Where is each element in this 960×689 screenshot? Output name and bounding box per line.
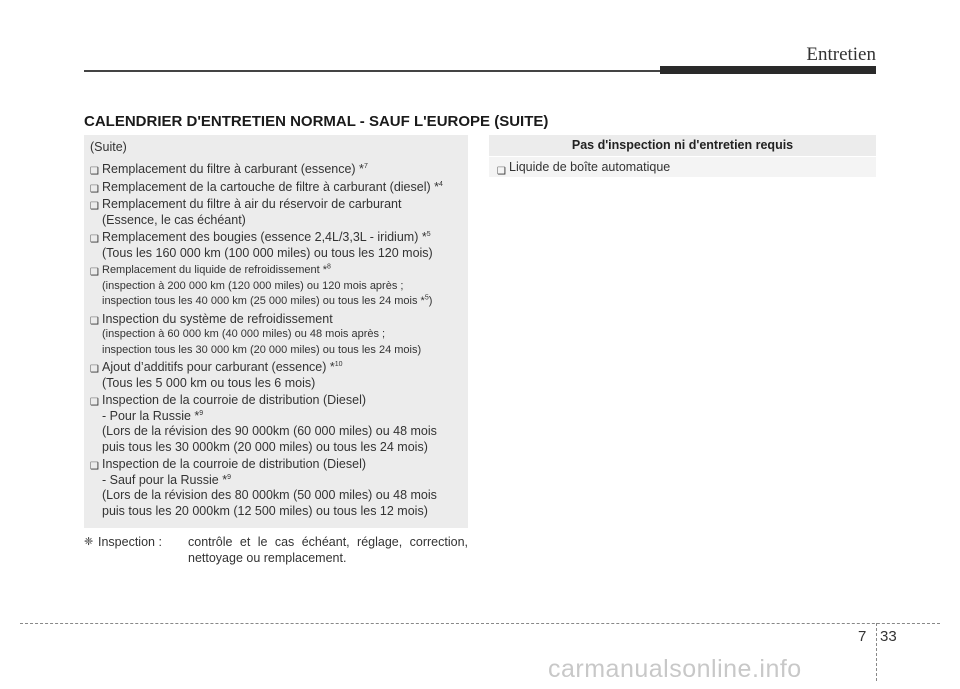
maintenance-items-panel: [84, 135, 468, 528]
footer-divider: [20, 623, 940, 624]
footnote-ref: 10: [334, 360, 343, 368]
checkbox-icon: ❑: [90, 267, 99, 278]
maintenance-item: [90, 312, 466, 359]
footnote-ref: 9: [199, 409, 204, 417]
footnote-ref: 4: [438, 180, 443, 188]
checkbox-icon: ❑: [90, 166, 99, 177]
maintenance-item: [90, 263, 466, 310]
maintenance-item: [90, 230, 466, 261]
suite-label: (Suite): [90, 140, 127, 154]
list-item: [489, 157, 876, 177]
item-detail: inspection tous les 30 000 km (20 000 miles) ou tous les 24 mois): [102, 343, 422, 356]
item-title: Inspection du système de refroidissement: [102, 311, 333, 326]
item-title: Inspection de la courroie de distribution (Diesel): [102, 457, 367, 471]
maintenance-item: [90, 393, 466, 455]
maintenance-item: [90, 180, 466, 196]
maintenance-item: [90, 197, 466, 228]
note-symbol-icon: ❈: [84, 536, 94, 548]
item-detail: - Pour la Russie *$^9$: [102, 408, 204, 423]
maintenance-item: [90, 457, 466, 519]
checkbox-icon: ❑: [90, 397, 99, 408]
maintenance-items-list: [90, 162, 466, 521]
item-detail: puis tous les 20 000km (12 500 miles) ou tous les 12 mois): [102, 503, 428, 518]
header-bar: [660, 66, 876, 74]
item-detail: (Tous les 5 000 km ou tous les 6 mois): [102, 375, 316, 390]
maintenance-item: [90, 162, 466, 178]
checkbox-icon: ❑: [90, 183, 99, 195]
item-title: Remplacement du filtre à air du réservoir de carburant: [102, 197, 402, 211]
item-detail: (Lors de la révision des 80 000km (50 000 miles) ou 48 mois: [102, 488, 437, 502]
item-detail: (Lors de la révision des 90 000km (60 000 miles) ou 48 mois: [102, 424, 437, 438]
item-title: Ajout d’additifs pour carburant (essence) *$^{10}$: [102, 360, 343, 374]
checkbox-icon: ❑: [90, 234, 99, 245]
footnote-ref: 9: [227, 473, 231, 481]
maintenance-item: [90, 360, 466, 391]
page-header-title: Entretien: [806, 44, 876, 65]
checkbox-icon: ❑: [90, 364, 99, 375]
header-rule: [84, 70, 660, 72]
footer-vertical-divider: [876, 623, 877, 681]
no-inspection-header: Pas d'inspection ni d'entretien requis: [489, 135, 876, 156]
footnote-ref: 8: [327, 263, 331, 271]
item-title: Remplacement du liquide de refroidissement *$^8$: [102, 263, 331, 276]
footnote-ref: 5: [424, 294, 429, 302]
checkbox-icon: ❑: [90, 461, 99, 472]
item-detail: (Tous les 160 000 km (100 000 miles) ou tous les 120 mois): [102, 245, 433, 260]
item-detail: inspection tous les 40 000 km (25 000 miles) ou tous les 24 mois *$^5$): [102, 294, 433, 307]
footnote-ref: 7: [363, 162, 368, 170]
item-title: Inspection de la courroie de distribution (Diesel): [102, 393, 367, 407]
item-detail: - Sauf pour la Russie *$^9$: [102, 472, 231, 487]
item-title: Remplacement de la cartouche de filtre à carburant (diesel) *$^4$: [102, 179, 443, 194]
checkbox-icon: ❑: [90, 201, 99, 212]
item-title: Remplacement du filtre à carburant (essence) *$^7$: [102, 162, 368, 176]
footnote-ref: 5: [426, 230, 431, 238]
item-detail: (inspection à 200 000 km (120 000 miles) ou 120 mois après ;: [102, 279, 404, 292]
item-detail: puis tous les 30 000km (20 000 miles) ou tous les 24 mois): [102, 439, 428, 454]
checkbox-icon: ❑: [497, 166, 506, 177]
item-detail: (inspection à 60 000 km (40 000 miles) ou 48 mois après ;: [102, 328, 386, 340]
watermark: carmanualsonline.info: [548, 655, 802, 683]
item-detail: (Essence, le cas échéant): [102, 212, 246, 227]
item-title: Remplacement des bougies (essence 2,4L/3,3L - iridium) *$^5$: [102, 230, 431, 244]
chapter-number: 7: [858, 628, 867, 645]
no-inspection-panel: [489, 135, 876, 177]
section-title: CALENDRIER D'ENTRETIEN NORMAL - SAUF L'EUROPE (SUITE): [84, 113, 549, 130]
note-text: contrôle et le cas échéant, réglage, correction, nettoyage ou remplacement.: [188, 535, 468, 565]
note-label: Inspection :: [98, 535, 162, 549]
checkbox-icon: ❑: [90, 315, 99, 327]
page-number: 33: [880, 628, 897, 645]
list-item-label: Liquide de boîte automatique: [509, 160, 671, 174]
